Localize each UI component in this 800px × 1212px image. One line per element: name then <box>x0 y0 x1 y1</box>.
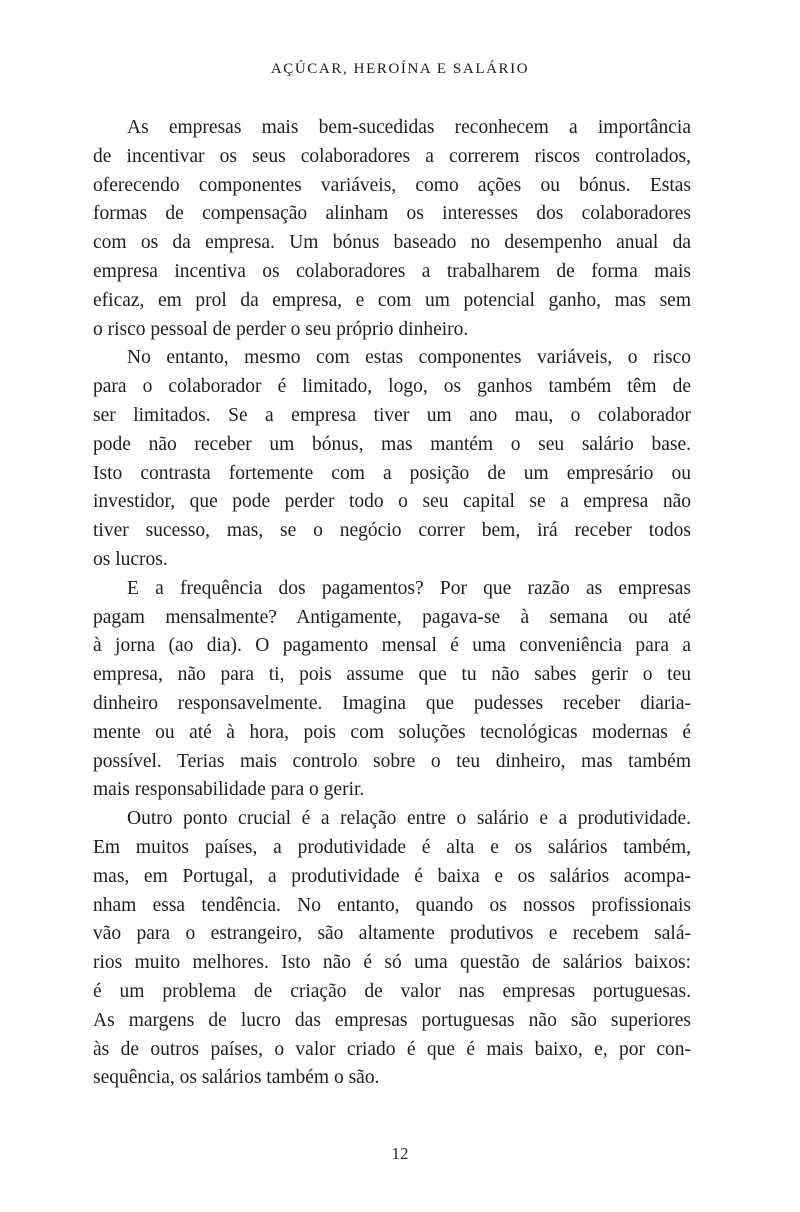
text-line: oferecendo componentes variáveis, como ações ou bónus. Estas <box>93 174 691 196</box>
text-line: investidor, que pode perder todo o seu capital se a empresa não <box>93 491 691 513</box>
running-header: AÇÚCAR, HEROÍNA E SALÁRIO <box>270 61 530 77</box>
text-line: empresa incentiva os colaboradores a trabalharem de forma mais <box>93 260 691 282</box>
text-line: mente ou até à hora, pois com soluções tecnológicas modernas é <box>93 721 691 743</box>
text-line: Em muitos países, a produtividade é alta e os salários também, <box>93 836 691 858</box>
text-line: empresa, não para ti, pois assume que tu não sabes gerir o teu <box>93 664 691 686</box>
text-line: à jorna (ao dia). O pagamento mensal é uma conveniência para a <box>93 635 691 657</box>
text-line: formas de compensação alinham os interesses dos colaboradores <box>93 203 691 225</box>
paragraph <box>93 114 691 344</box>
page-number: 12 <box>391 1144 409 1163</box>
text-line: tiver sucesso, mas, se o negócio correr bem, irá receber todos <box>93 520 691 542</box>
text-line: pagam mensalmente? Antigamente, pagava-se à semana ou até <box>93 606 691 628</box>
text-line: para o colaborador é limitado, logo, os ganhos também têm de <box>93 376 691 398</box>
text-line: Isto contrasta fortemente com a posição de um empresário ou <box>93 462 691 484</box>
text-line: Outro ponto crucial é a relação entre o salário e a produtividade. <box>127 808 691 830</box>
text-line: vão para o estrangeiro, são altamente produtivos e recebem salá- <box>93 923 691 945</box>
text-line: E a frequência dos pagamentos? Por que razão as empresas <box>127 577 691 599</box>
text-line: os lucros. <box>93 548 168 570</box>
text-line: sequência, os salários também o são. <box>93 1067 380 1089</box>
paragraph <box>93 805 691 1093</box>
paragraph <box>93 344 691 574</box>
text-line: de incentivar os seus colaboradores a correrem riscos controlados, <box>93 145 691 167</box>
text-line: dinheiro responsavelmente. Imagina que pudesses receber diaria- <box>93 692 691 714</box>
text-line: mais responsabilidade para o gerir. <box>93 779 365 801</box>
text-line: ser limitados. Se a empresa tiver um ano mau, o colaborador <box>93 404 691 426</box>
text-line: As margens de lucro das empresas portuguesas não são superiores <box>93 1009 691 1031</box>
text-line: é um problema de criação de valor nas empresas portuguesas. <box>93 980 691 1002</box>
body-text <box>93 114 691 1093</box>
text-line: rios muito melhores. Isto não é só uma questão de salários baixos: <box>93 952 691 974</box>
text-line: pode não receber um bónus, mas mantém o seu salário base. <box>93 433 691 455</box>
text-line: mas, em Portugal, a produtividade é baixa e os salários acompa- <box>93 865 691 887</box>
text-line: No entanto, mesmo com estas componentes variáveis, o risco <box>127 347 691 369</box>
paragraph <box>93 575 691 805</box>
text-line: As empresas mais bem-sucedidas reconhecem a importância <box>127 117 691 138</box>
text-line: o risco pessoal de perder o seu próprio dinheiro. <box>93 318 469 340</box>
text-line: eficaz, em prol da empresa, e com um potencial ganho, mas sem <box>93 289 691 311</box>
text-line: possível. Terias mais controlo sobre o teu dinheiro, mas também <box>93 750 691 772</box>
text-line: às de outros países, o valor criado é que é mais baixo, e, por con- <box>93 1038 691 1060</box>
text-line: com os da empresa. Um bónus baseado no desempenho anual da <box>93 232 691 254</box>
text-line: nham essa tendência. No entanto, quando os nossos profissionais <box>93 894 691 916</box>
